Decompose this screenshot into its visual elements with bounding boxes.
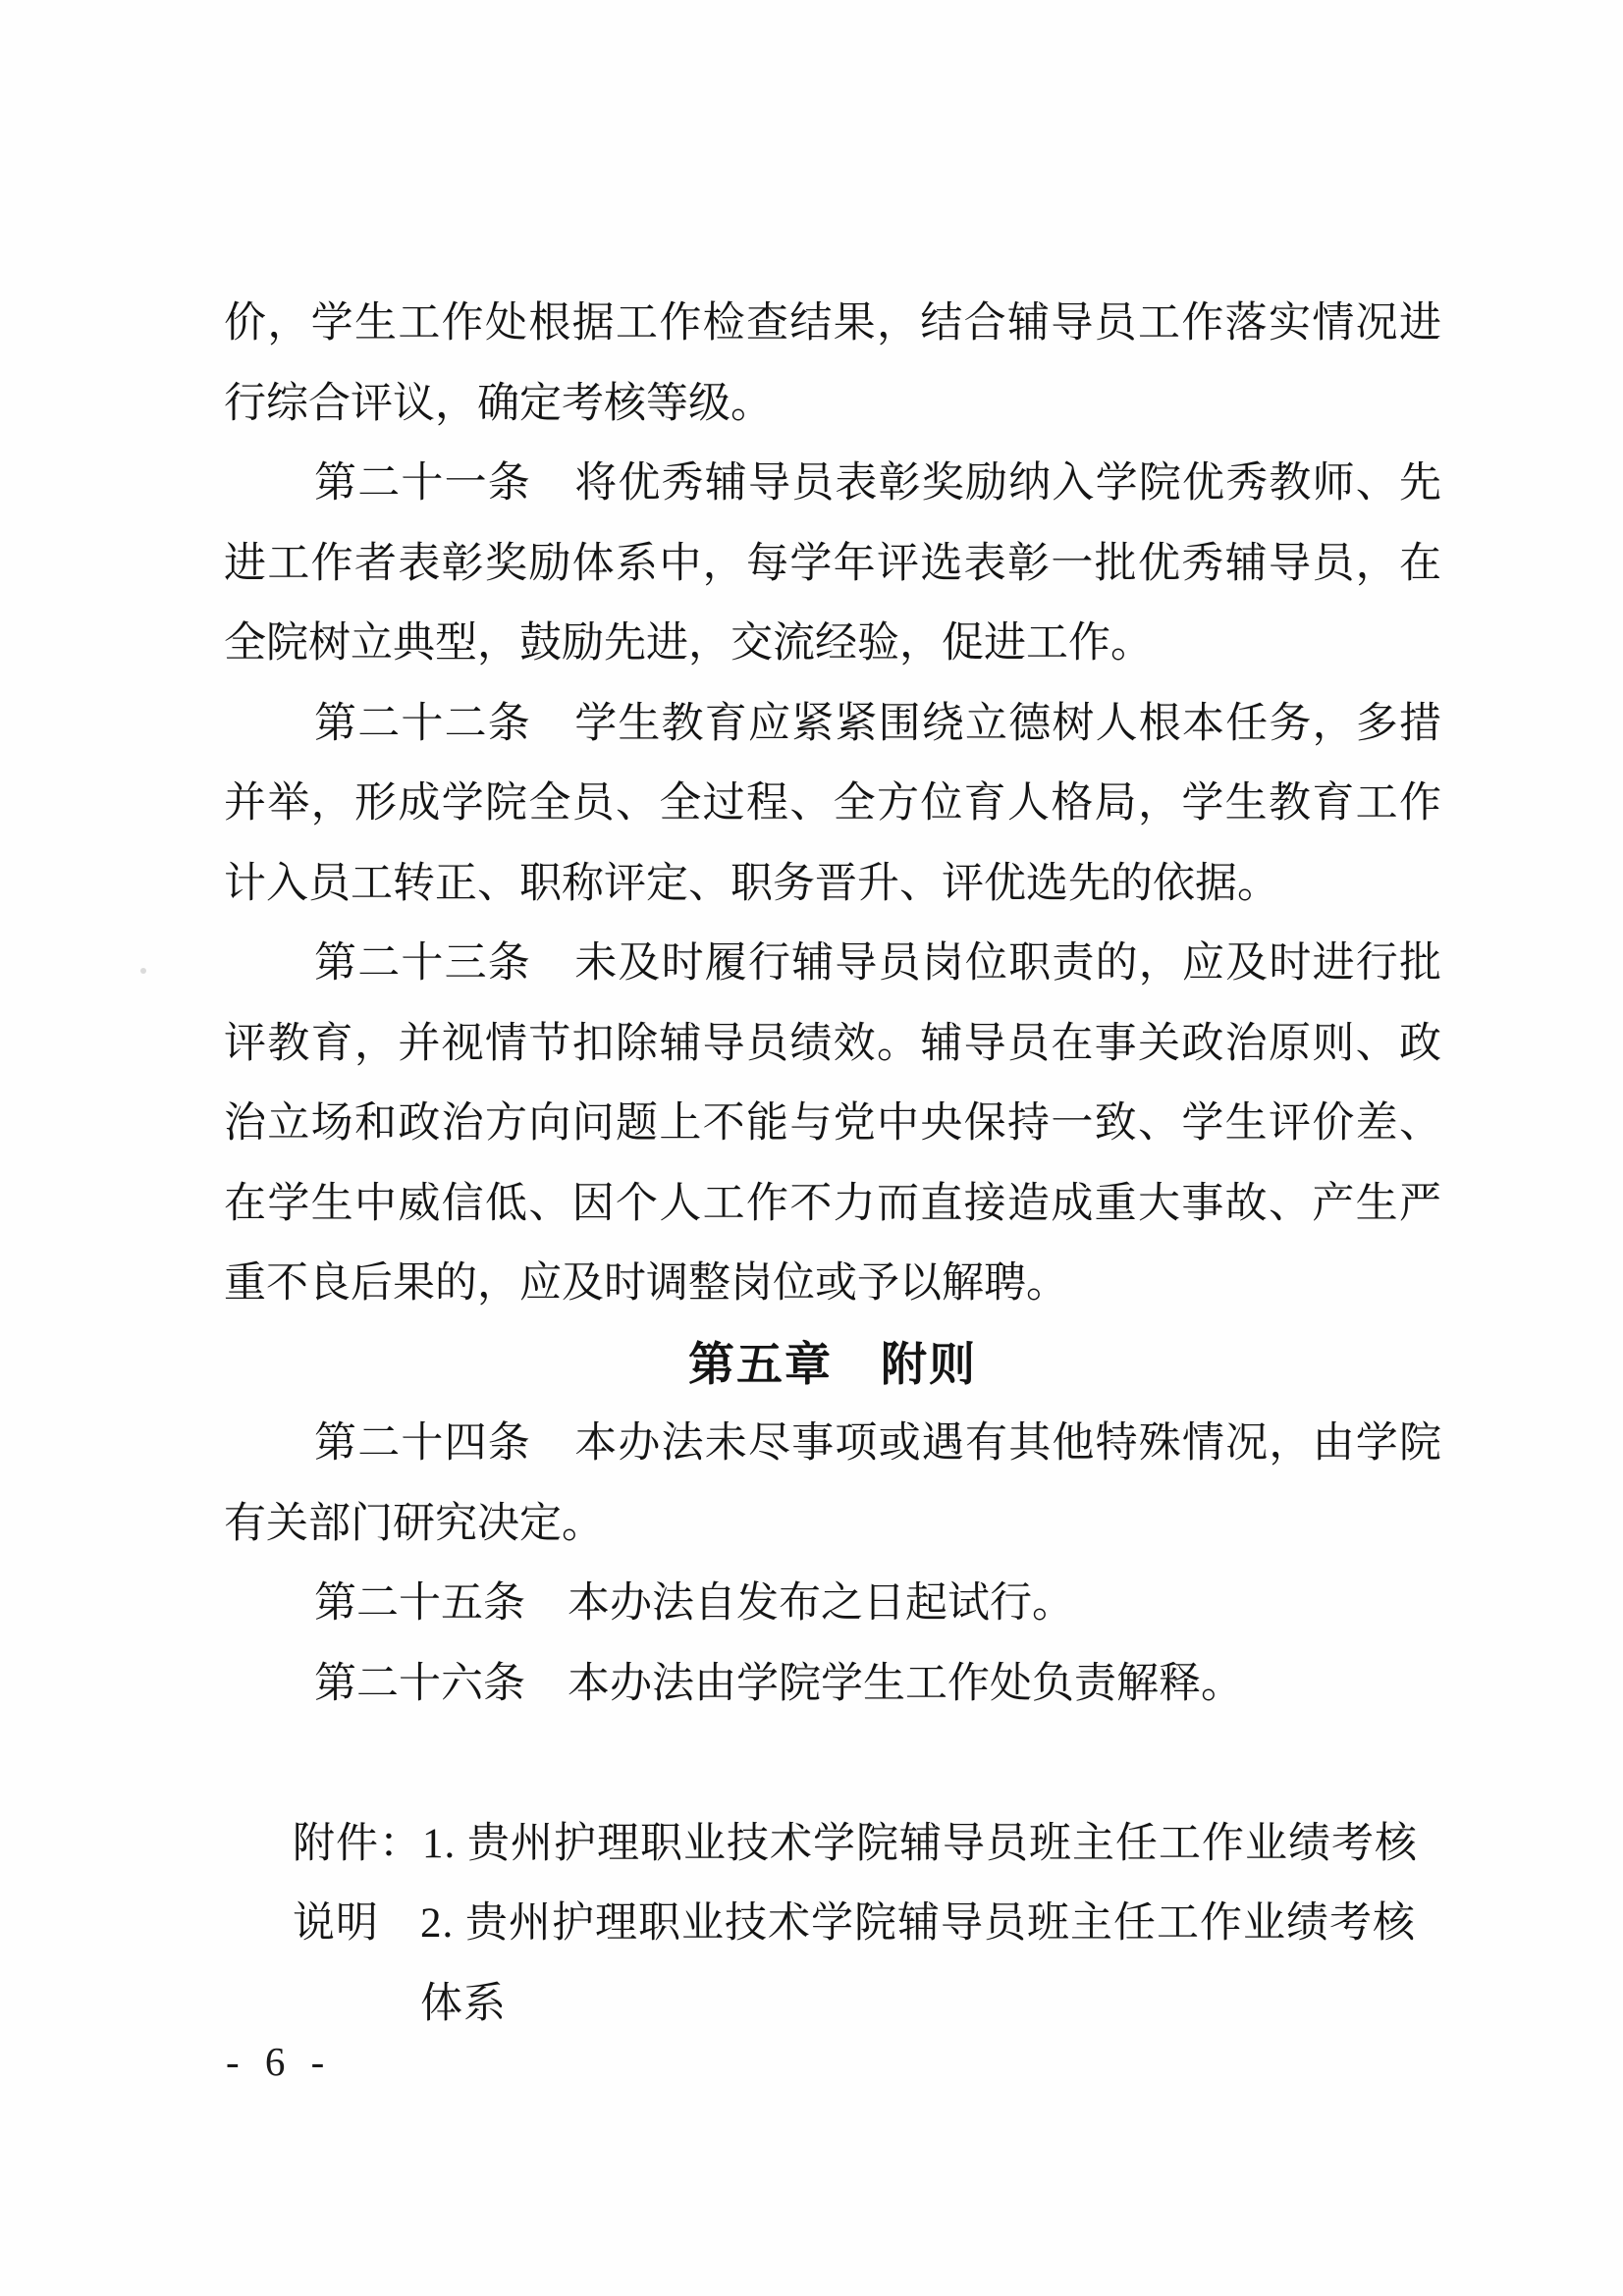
scan-artifact <box>985 546 992 551</box>
text-line: 评教育，并视情节扣除辅导员绩效。辅导员在事关政治原则、政 <box>224 1020 1441 1067</box>
text-line: 行综合评议，确定考核等级。 <box>224 380 773 427</box>
blank-line <box>224 1724 1441 1804</box>
page-number: - 6 - <box>226 2039 333 2084</box>
chapter-heading: 第五章 附则 <box>688 1337 977 1390</box>
text-line: 重不良后果的，应及时调整岗位或予以解聘。 <box>224 1260 1068 1307</box>
article-24-line: 第二十四条 本办法未尽事项或遇有其他特殊情况，由学院 <box>314 1420 1441 1467</box>
text-line: 并举，形成学院全员、全过程、全方位育人格局，学生教育工作 <box>224 780 1441 827</box>
document-body <box>224 284 1441 2027</box>
article-25-line: 第二十五条 本办法自发布之日起试行。 <box>314 1580 1074 1627</box>
scan-artifact <box>140 968 146 974</box>
text-line: 计入员工转正、职称评定、职务晋升、评优选先的依据。 <box>224 860 1279 907</box>
text-line: 治立场和政治方向问题上不能与党中央保持一致、学生评价差、 <box>224 1100 1441 1147</box>
article-22-line: 第二十二条 学生教育应紧紧围绕立德树人根本任务，多措 <box>314 700 1441 747</box>
article-23-line: 第二十三条 未及时履行辅导员岗位职责的，应及时进行批 <box>314 940 1441 987</box>
attachment-line: 附件：1. 贵州护理职业技术学院辅导员班主任工作业绩考核说明 <box>293 1820 1418 1947</box>
article-21-line: 第二十一条 将优秀辅导员表彰奖励纳入学院优秀教师、先 <box>314 460 1441 507</box>
text-line: 在学生中威信低、因个人工作不力而直接造成重大事故、产生严 <box>224 1180 1441 1227</box>
attachment-line: 2. 贵州护理职业技术学院辅导员班主任工作业绩考核体系 <box>420 1900 1416 2027</box>
text-line: 进工作者表彰奖励体系中，每学年评选表彰一批优秀辅导员，在 <box>224 540 1441 587</box>
text-line: 全院树立典型，鼓励先进，交流经验，促进工作。 <box>224 620 1153 667</box>
text-line: 有关部门研究决定。 <box>224 1500 604 1547</box>
text-line: 价，学生工作处根据工作检查结果，结合辅导员工作落实情况进 <box>224 300 1441 347</box>
article-26-line: 第二十六条 本办法由学院学生工作处负责解释。 <box>314 1660 1243 1707</box>
